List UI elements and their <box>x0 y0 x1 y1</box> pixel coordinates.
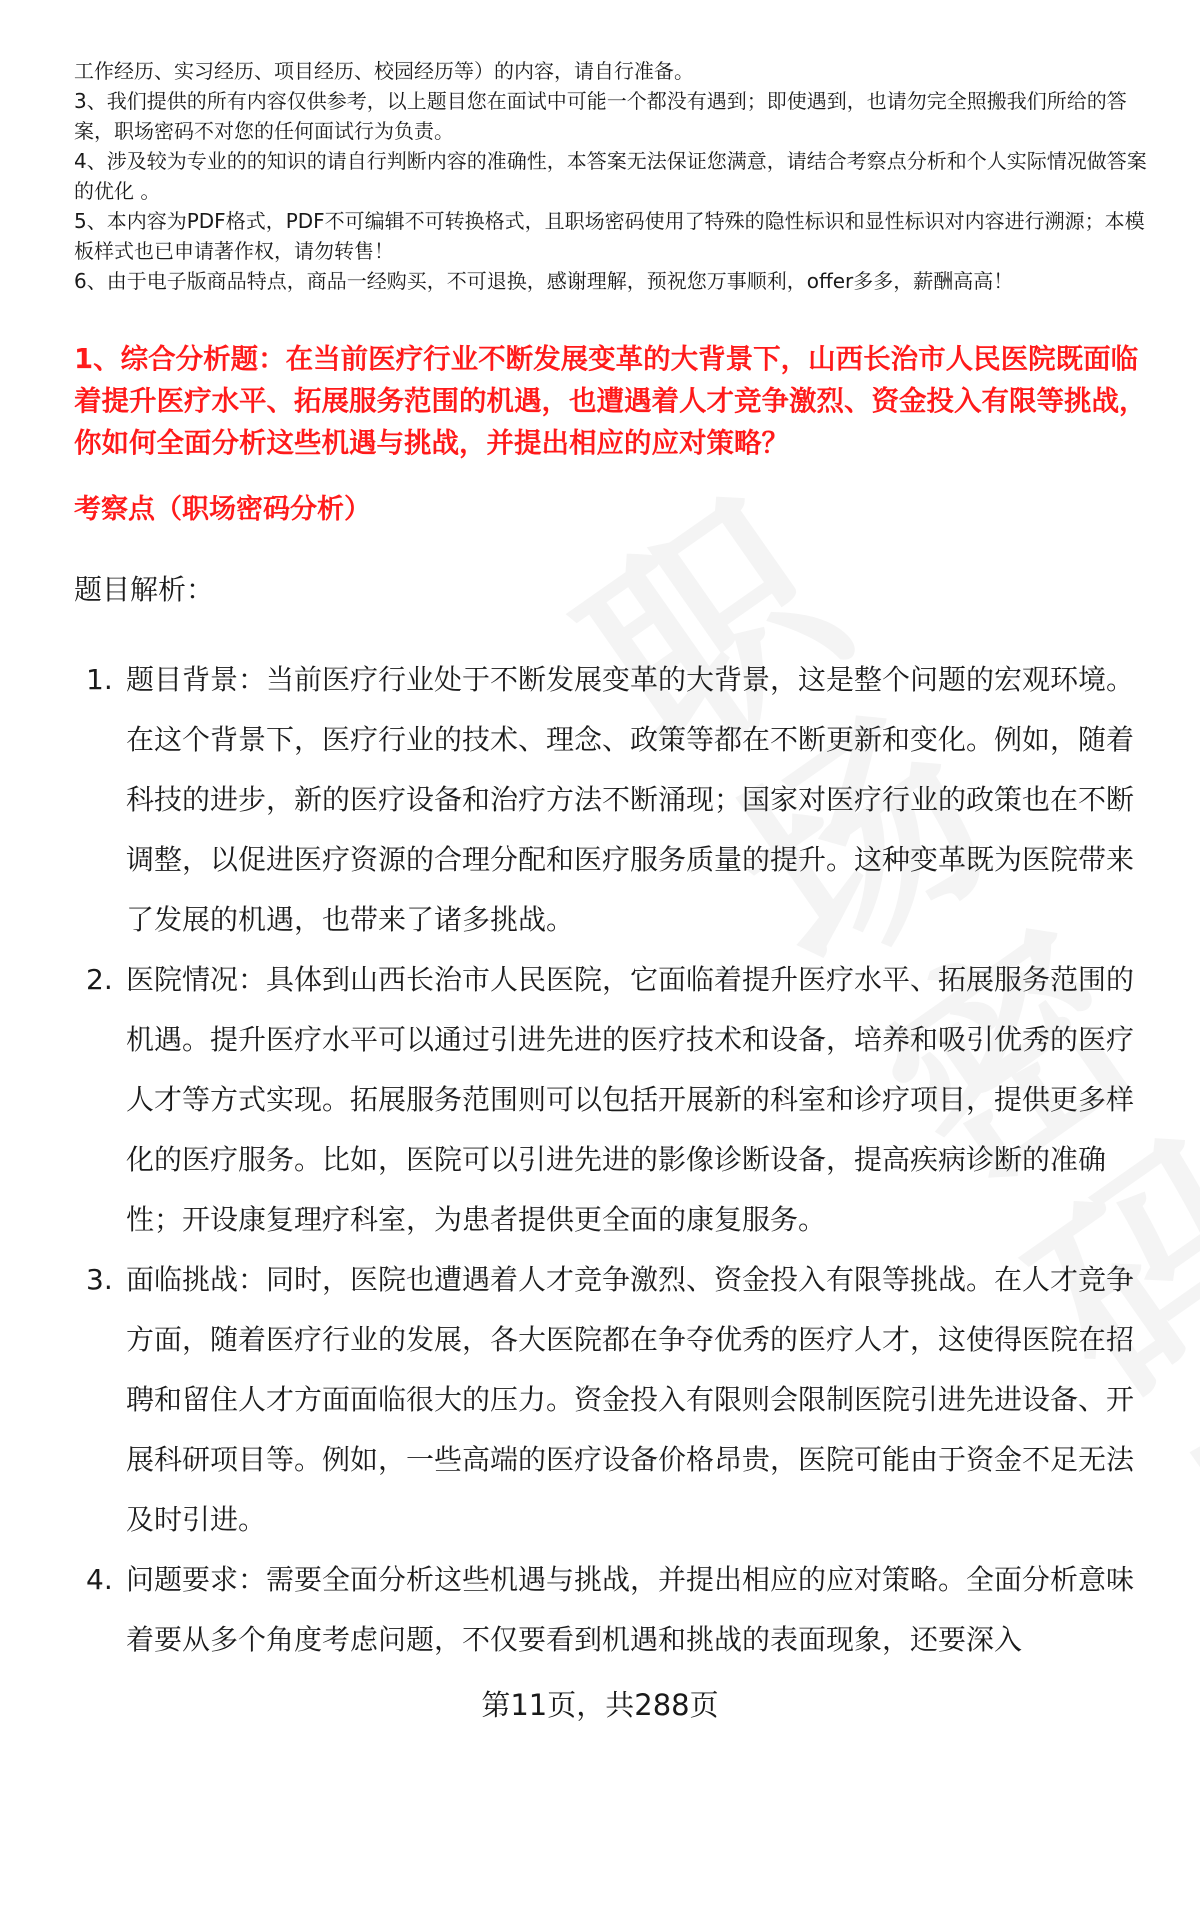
list-item-number: 3. <box>86 1263 113 1296</box>
list-item <box>74 1550 1154 1670</box>
page-footer: 第11页，共288页 <box>481 1688 719 1722</box>
note-line: 4、涉及较为专业的的知识的请自行判断内容的准确性，本答案无法保证您满意，请结合考察点分析和个人实际情况做答案的优化 。 <box>74 149 1147 203</box>
section-title: 考察点（职场密码分析） <box>74 494 371 525</box>
list-item <box>74 1250 1154 1550</box>
notes-block <box>74 56 1154 296</box>
list-item-text: 问题要求：需要全面分析这些机遇与挑战，并提出相应的应对策略。全面分析意味着要从多个角度考虑问题，不仅要看到机遇和挑战的表面现象，还要深入 <box>126 1563 1135 1656</box>
list-item-text: 题目背景：当前医疗行业处于不断发展变革的大背景，这是整个问题的宏观环境。在这个背景下，医疗行业的技术、理念、政策等都在不断更新和变化。例如，随着科技的进步，新的医疗设备和治疗方法不断涌现；国家对医疗行业的政策也在不断调整，以促进医疗资源的合理分配和医疗服务质量的提升。这种变革既为医院带来了发展的机遇，也带来了诸多挑战。 <box>126 663 1135 936</box>
list-item-text: 面临挑战：同时，医院也遭遇着人才竞争激烈、资金投入有限等挑战。在人才竞争方面，随着医疗行业的发展，各大医院都在争夺优秀的医疗人才，这使得医院在招聘和留住人才方面面临很大的压力。资金投入有限则会限制医院引进先进设备、开展科研项目等。例如，一些高端的医疗设备价格昂贵，医院可能由于资金不足无法及时引进。 <box>126 1263 1135 1536</box>
list-item-number: 1. <box>86 663 113 696</box>
question-heading: 1、综合分析题：在当前医疗行业不断发展变革的大背景下，山西长治市人民医院既面临着提升医疗水平、拓展服务范围的机遇，也遭遇着人才竞争激烈、资金投入有限等挑战，你如何全面分析这些机遇与挑战，并提出相应的应对策略？ <box>74 343 1147 459</box>
note-line: 6、由于电子版商品特点，商品一经购买，不可退换，感谢理解，预祝您万事顺利，offer多多，薪酬高高！ <box>74 269 1014 293</box>
analysis-list <box>74 650 1154 1670</box>
list-item-text: 医院情况：具体到山西长治市人民医院，它面临着提升医疗水平、拓展服务范围的机遇。提升医疗水平可以通过引进先进的医疗技术和设备，培养和吸引优秀的医疗人才等方式实现。拓展服务范围则可以包括开展新的科室和诊疗项目，提供更多样化的医疗服务。比如，医院可以引进先进的影像诊断设备，提高疾病诊断的准确性；开设康复理疗科室，为患者提供更全面的康复服务。 <box>126 963 1135 1236</box>
list-item <box>74 650 1154 950</box>
list-item-number: 2. <box>86 963 113 996</box>
note-line: 5、本内容为PDF格式，PDF不可编辑不可转换格式，且职场密码使用了特殊的隐性标识和显性标识对内容进行溯源；本模板样式也已申请著作权，请勿转售！ <box>74 209 1145 263</box>
list-item-number: 4. <box>86 1563 113 1596</box>
list-item <box>74 950 1154 1250</box>
note-line: 工作经历、实习经历、项目经历、校园经历等）的内容，请自行准备。 <box>74 59 694 83</box>
analysis-label: 题目解析： <box>74 573 215 606</box>
note-line: 3、我们提供的所有内容仅供参考，以上题目您在面试中可能一个都没有遇到；即使遇到，也请勿完全照搬我们所给的答案，职场密码不对您的任何面试行为负责。 <box>74 89 1127 143</box>
